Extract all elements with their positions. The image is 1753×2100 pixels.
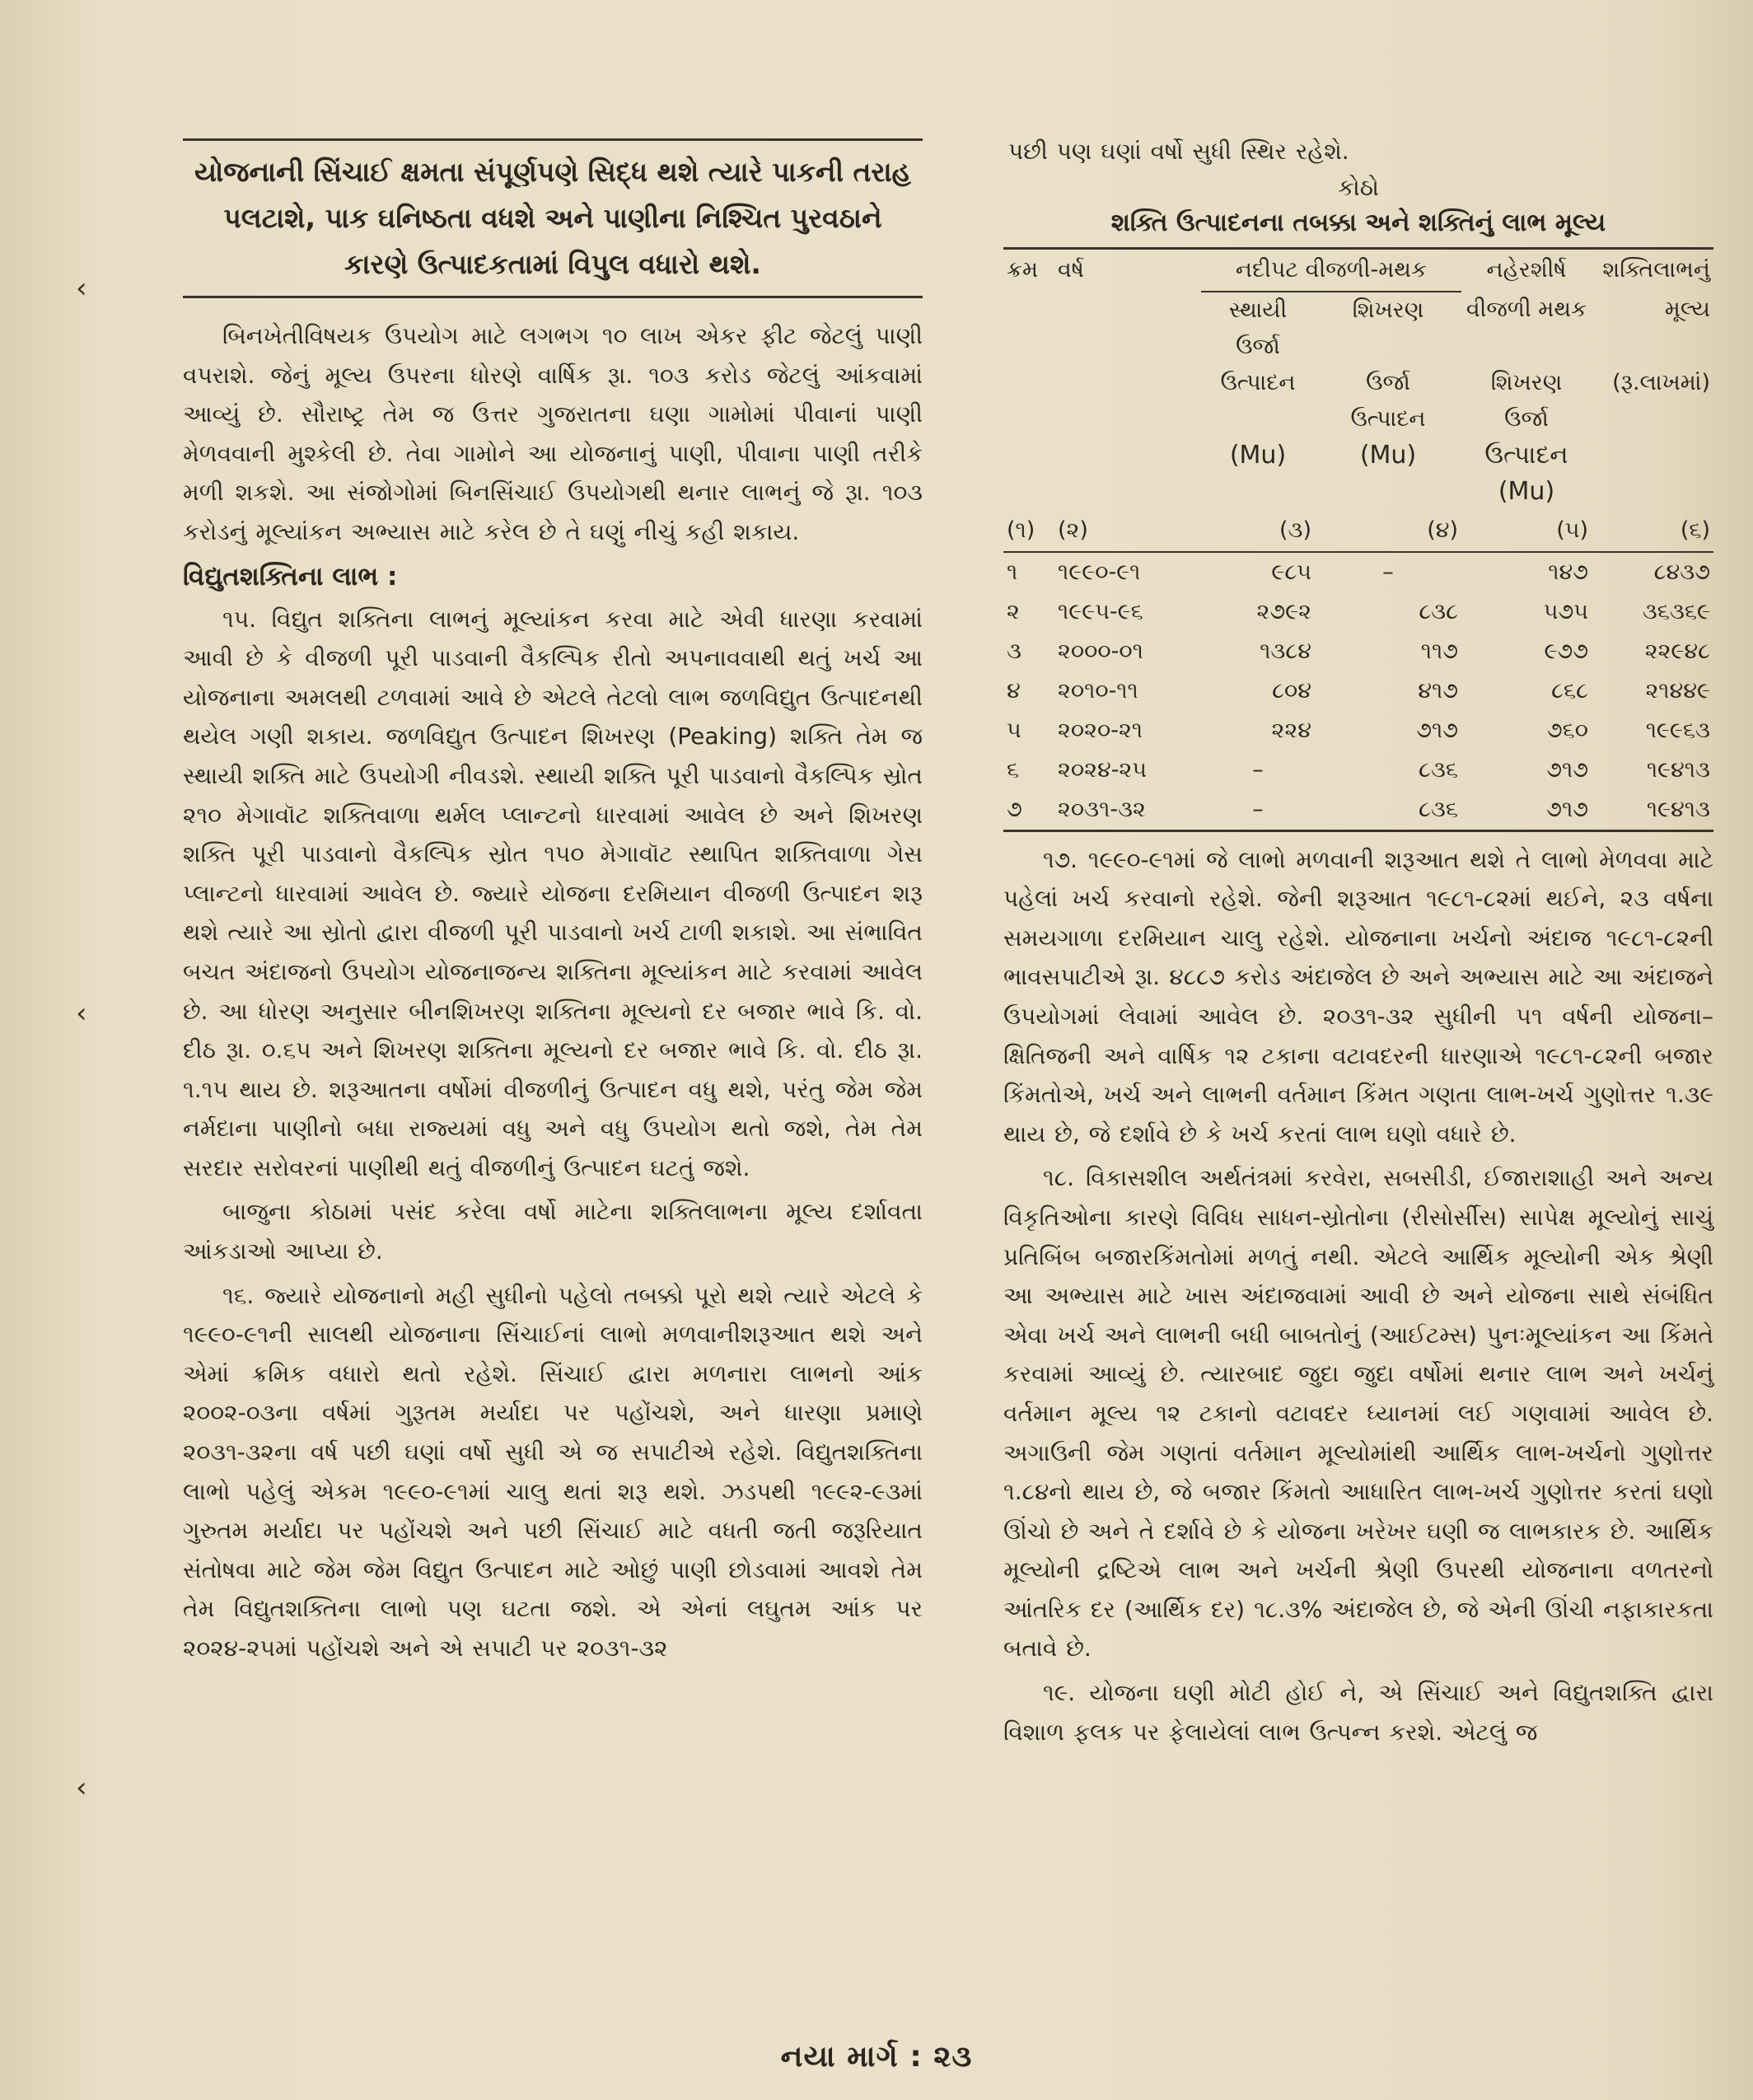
table-row (1003, 632, 1713, 671)
left-column (183, 132, 923, 1673)
header-cell: શક્તિલાભનું (1602, 256, 1710, 283)
column-number: (૬) (1680, 517, 1710, 543)
header-cell: વીજળી મથક (1466, 296, 1587, 322)
unit-label: (Mu) (1359, 440, 1417, 470)
margin-mark: ‹ (76, 997, 87, 1030)
header-cell: મૂલ્ય (1664, 296, 1710, 322)
cell: ૨૦૧૦-૧૧ (1058, 677, 1138, 704)
cell: ૧૪૭ (1548, 559, 1588, 585)
cell: ૨ (1007, 598, 1020, 624)
table-header-row (1003, 437, 1713, 510)
cell: – (1252, 796, 1264, 822)
header-cell: સ્થાયી ઉર્જા (1228, 297, 1288, 359)
table-rule-bottom (1003, 830, 1713, 832)
cell: ૧૧૭ (1420, 638, 1458, 664)
column-number: (૩) (1279, 517, 1311, 543)
cell: ૧૯૪૧૩ (1646, 796, 1710, 822)
cell: ૭૧૭ (1416, 717, 1458, 743)
table-label: કોઠો (1337, 173, 1380, 201)
cell: ૬ (1007, 756, 1020, 783)
cell: ૪ (1007, 677, 1021, 704)
cell: ૮૬૮ (1551, 677, 1588, 704)
column-number: (૫) (1556, 517, 1588, 543)
cell: ૭ (1007, 796, 1022, 822)
paragraph-continued: પછી પણ ઘણાં વર્ષો સુધી સ્થિર રહેશે. (1008, 138, 1349, 165)
cell: ૨૧૪૪૯ (1645, 677, 1710, 704)
column-number-row (1003, 510, 1713, 551)
cell: ૩ (1007, 638, 1021, 664)
paragraph-17: ૧૭. ૧૯૯૦-૯૧માં જે લાભો મળવાની શરૂઆત થશે તે લાભો મેળવવા માટે પહેલાં ખર્ચ કરવાનો રહેશે. જેની શરૂઆત ૧૯૮૧-૮૨માં થઈને, ૨૩ વર્ષના સમયગાળા દરમિયાન ચાલુ રહેશે. યોજનાના ખર્ચનો અંદાજ ૧૯૮૧-૮૨ની ભાવસપાટીએ રૂા. ૪૮૮૭ કરોડ અંદાજેલ છે અને અભ્યાસ માટે આ અંદાજને ઉપયોગમાં લેવામાં આવેલ છે. ૨૦૩૧-૩૨ સુધીની ૫૧ વર્ષની યોજના–ક્ષિતિજની અને વાર્ષિક ૧૨ ટકાના વટાવદરની ધારણાએ ૧૯૮૧-૮૨ની બજાર કિંમતોએ, ખર્ચ અને લાભની વર્તમાન કિંમત ગણતા લાભ-ખર્ચ ગુણોત્તર ૧.૩૯ થાય છે, જે દર્શાવે છે કે ખર્ચ કરતાં લાભ ઘણો વધારે છે. (1003, 845, 1713, 1148)
cell: ૯૭૭ (1544, 638, 1588, 664)
cell: ૮૩૬ (1419, 796, 1458, 822)
column-number: (૨) (1058, 517, 1088, 543)
cell: ૧ (1007, 559, 1018, 585)
page-footer: નયા માર્ગ : ૨૩ (780, 2040, 973, 2074)
header-cell: શિખરણ (1352, 297, 1424, 323)
highlight-box: યોજનાની સિંચાઈ ક્ષમતા સંપૂર્ણપણે સિદ્ધ થશે ત્યારે પાકની તરાહ પલટાશે, પાક ઘનિષ્ઠતા વધશે અને પાણીના નિશ્ચિત પુરવઠાને કારણે ઉત્પાદકતામાં વિપુલ વધારો થશે. (183, 138, 923, 298)
cell: ૭૧૭ (1546, 756, 1588, 783)
table-title: શક્તિ ઉત્પાદનના તબક્કા અને શક્તિનું લાભ મૂલ્ય (1110, 208, 1606, 237)
table-row (1003, 751, 1713, 790)
column-number: (૧) (1007, 517, 1035, 543)
header-cell: ઉર્જા (1366, 369, 1410, 395)
table-row (1003, 592, 1713, 632)
margin-mark: ‹ (76, 272, 87, 305)
table-header-row (1003, 365, 1713, 401)
cell: ૨૭૯૨ (1256, 598, 1311, 624)
cell: – (1252, 756, 1264, 783)
table-row (1003, 790, 1713, 830)
cell: ૨૦૨૦-૨૧ (1058, 717, 1143, 743)
table-row (1003, 711, 1713, 751)
cell: ૨૨૯૪૮ (1644, 638, 1710, 664)
cell: ૮૩૬ (1419, 756, 1458, 783)
paragraph: બિનખેતીવિષયક ઉપયોગ માટે લગભગ ૧૦ લાખ એકર ફીટ જેટલું પાણી વપરાશે. જેનું મૂલ્ય ઉપરના ધોરણે વાર્ષિક રૂા. ૧૦૩ કરોડ જેટલું આંકવામાં આવ્યું છે. સૌરાષ્ટ્ર તેમ જ ઉત્તર ગુજરાતના ઘણા ગામોમાં પીવાનાં પાણી મેળવવાની મુશ્કેલી છે. તેવા ગામોને આ યોજનાનું પાણી, પીવાના પાણી તરીકે મળી શકશે. આ સંજોગોમાં બિનસિંચાઈ ઉપયોગથી થનાર લાભનું જે રૂા. ૧૦૩ કરોડનું મૂલ્યાંકન અભ્યાસ માટે કરેલ છે તે ઘણું નીચું કહી શકાય. (183, 322, 923, 545)
cell: ૨૦૩૧-૩૨ (1058, 796, 1146, 822)
cell: ૨૦૦૦-૦૧ (1058, 638, 1143, 664)
cell: ૨૦૨૪-૨૫ (1058, 756, 1148, 783)
cell: ૧૯૪૧૩ (1646, 756, 1710, 783)
cell: ૮૩૮ (1419, 598, 1458, 624)
header-cell: શિખરણ (1490, 369, 1563, 395)
header-cell: નહેરશીર્ષ (1486, 256, 1567, 283)
cell: ૧૩૮૪ (1260, 638, 1311, 664)
section-heading: વિદ્યુતશક્તિના લાભ : (183, 561, 398, 592)
cell: ૫૭૫ (1543, 598, 1588, 624)
paragraph-16: ૧૬. જ્યારે યોજનાનો મહી સુધીનો પહેલો તબક્કો પૂરો થશે ત્યારે એટલે કે ૧૯૯૦-૯૧ની સાલથી યોજનાના સિંચાઈનાં લાભો મળવાનીશરૂઆત થશે અને એમાં ક્રમિક વધારો થતો રહેશે. સિંચાઈ દ્વારા મળનારા લાભનો આંક ૨૦૦૨-૦૩ના વર્ષમાં ગુરૂતમ મર્યાદા પર પહોંચશે, અને ધારણા પ્રમાણે ૨૦૩૧-૩૨ના વર્ષ પછી ઘણાં વર્ષો સુધી એ જ સપાટીએ રહેશે. વિદ્યુતશક્તિના લાભો પહેલું એકમ ૧૯૯૦-૯૧માં ચાલુ થતાં શરૂ થશે. ઝડપથી ૧૯૯૨-૯૩માં ગુરુતમ મર્યાદા પર પહોંચશે અને પછી સિંચાઈ માટે વધતી જતી જરૂરિયાત સંતોષવા માટે જેમ જેમ વિદ્યુત ઉત્પાદન માટે ઓછું પાણી છોડવામાં આવશે તેમ તેમ વિદ્યુતશક્તિના લાભો પણ ઘટતા જશે. એ એનાં લઘુતમ આંક પર ૨૦૨૪-૨૫માં પહોંચશે અને એ સપાટી પર ૨૦૩૧-૩૨ (183, 1281, 923, 1662)
header-cell: ઉત્પાદન (1350, 405, 1426, 432)
energy-table (1003, 250, 1713, 830)
cell: ૭૬૦ (1546, 717, 1588, 743)
table-header-row (1003, 250, 1713, 292)
paragraph-15: ૧૫. વિદ્યુત શક્તિના લાભનું મૂલ્યાંકન કરવા માટે એવી ધારણા કરવામાં આવી છે કે વીજળી પૂરી પાડવાની વૈકલ્પિક રીતો અપનાવવાથી થતું ખર્ચ આ યોજનાના અમલથી ટળવામાં આવે છે એટલે તેટલો લાભ જળવિદ્યુત ઉત્પાદનથી થયેલ ગણી શકાય. જળવિદ્યુત ઉત્પાદન શિખરણ (Peaking) શક્તિ તેમ જ સ્થાયી શક્તિ માટે ઉપયોગી નીવડશે. સ્થાયી શક્તિ પૂરી પાડવાનો વૈકલ્પિક સ્રોત ૨૧૦ મેગાવૉટ શક્તિવાળા થર્મલ પ્લાન્ટનો ધારવામાં આવેલ છે અને શિખરણ શક્તિ પૂરી પાડવાનો વૈકલ્પિક સ્રોત ૧૫૦ મેગાવૉટ સ્થાપિત શક્તિવાળા ગેસ પ્લાન્ટનો ધારવામાં આવેલ છે. જ્યારે યોજના દરમિયાન વીજળી ઉત્પાદન શરૂ થશે ત્યારે આ સ્રોતો દ્વારા વીજળી પૂરી પાડવાનો ખર્ચ ટાળી શકાશે. આ સંભાવિત બચત અંદાજનો ઉપયોગ યોજનાજન્ય શક્તિના મૂલ્યાંકન માટે કરવામાં આવેલ છે. આ ધોરણ અનુસાર બીનશિખરણ શક્તિના મૂલ્યનો દર બજાર ભાવે કિ. વો. દીઠ રૂા. ૦.૬૫ અને શિખરણ શક્તિના મૂલ્યનો દર બજાર ભાવે કિ. વો. દીઠ રૂા. ૧.૧૫ થાય છે. શરૂઆતના વર્ષોમાં વીજળીનું ઉત્પાદન વધુ થશે, પરંતુ જેમ જેમ નર્મદાના પાણીનો બધા રાજ્યમાં વધુ અને વધુ ઉપયોગ થતો જશે, તેમ તેમ સરદાર સરોવરનાં પાણીથી થતું વીજળીનું ઉત્પાદન ઘટતું જશે. (183, 605, 923, 1181)
header-cell: નદીપટ વીજળી-મથક (1201, 250, 1461, 292)
header-cell: વર્ષ (1058, 256, 1084, 283)
unit-label: ઉત્પાદન (Mu) (1484, 440, 1568, 506)
column-number: (૪) (1427, 517, 1458, 543)
cell: ૩૬૩૬૯ (1642, 598, 1710, 624)
table-header-row (1003, 292, 1713, 365)
table-header-row (1003, 401, 1713, 437)
cell: – (1382, 559, 1394, 585)
paragraph-19: ૧૯. યોજના ઘણી મોટી હોઈ ને, એ સિંચાઈ અને વિદ્યુતશક્તિ દ્વારા વિશાળ ફલક પર ફેલાયેલાં લાભ ઉત્પન્ન કરશે. એટલું જ (1003, 1679, 1713, 1746)
cell: ૧૯૯૦-૯૧ (1058, 559, 1141, 585)
paragraph: બાજુના કોઠામાં પસંદ કરેલા વર્ષો માટેના શક્તિલાભના મૂલ્ય દર્શાવતા આંકડાઓ આપ્યા છે. (183, 1198, 923, 1265)
cell: ૭૧૭ (1546, 796, 1588, 822)
cell: ૧૯૯૫-૯૬ (1058, 598, 1143, 624)
margin-mark: ‹ (76, 1771, 87, 1804)
paragraph-18: ૧૮. વિકાસશીલ અર્થતંત્રમાં કરવેરા, સબસીડી, ઈજારાશાહી અને અન્ય વિકૃતિઓના કારણે વિવિધ સાધન-સ્રોતોના (રીસોર્સીસ) સાપેક્ષ મૂલ્યોનું સાચું પ્રતિબિંબ બજારકિંમતોમાં મળતું નથી. એટલે આર્થિક મૂલ્યોની એક શ્રેણી આ અભ્યાસ માટે ખાસ અંદાજવામાં આવી છે અને યોજના સાથે સંબંધિત એવા ખર્ચ અને લાભની બધી બાબતોનું (આઈટમ્સ) પુનઃમૂલ્યાંકન આ કિંમતે કરવામાં આવ્યું છે. ત્યારબાદ જુદા જુદા વર્ષોમાં થનાર લાભ અને ખર્ચનું વર્તમાન મૂલ્ય ૧૨ ટકાનો વટાવદર ધ્યાનમાં લઈ ગણવામાં આવેલ છે. અગાઉની જેમ ગણતાં વર્તમાન મૂલ્યોમાંથી આર્થિક લાભ-ખર્ચનો ગુણોત્તર ૧.૮૪નો થાય છે, જે બજાર કિંમતો આધારિત લાભ-ખર્ચ ગુણોત્તર કરતાં ઘણો ઊંચો છે અને તે દર્શાવે છે કે યોજના ખરેખર ઘણી જ લાભકારક છે. આર્થિક મૂલ્યોની દ્રષ્ટિએ લાભ અને ખર્ચની શ્રેણી ઉપરથી યોજનાના વળતરનો આંતરિક દર (આર્થિક દર) ૧૮.૩% અંદાજેલ છે, જે એની ઊંચી નફાકારકતા બતાવે છે. (1003, 1164, 1713, 1663)
table-row (1003, 553, 1713, 592)
cell: ૨૨૪ (1271, 717, 1311, 743)
cell: ૪૧૭ (1418, 677, 1458, 704)
unit-label: (Mu) (1229, 440, 1287, 470)
header-cell: ઉર્જા (1504, 405, 1549, 432)
cell: ૯૮૫ (1271, 559, 1311, 585)
cell: ૮૦૪ (1272, 677, 1311, 704)
cell: ૫ (1007, 717, 1021, 743)
table-row (1003, 671, 1713, 711)
header-cell: (રૂ.લાખમાં) (1612, 369, 1710, 395)
right-column (1003, 132, 1713, 1756)
header-cell: ઉત્પાદન (1220, 369, 1296, 395)
cell: ૮૪૩૭ (1653, 559, 1710, 585)
header-cell: ક્રમ (1007, 256, 1039, 283)
cell: ૧૯૯૬૩ (1645, 717, 1710, 743)
